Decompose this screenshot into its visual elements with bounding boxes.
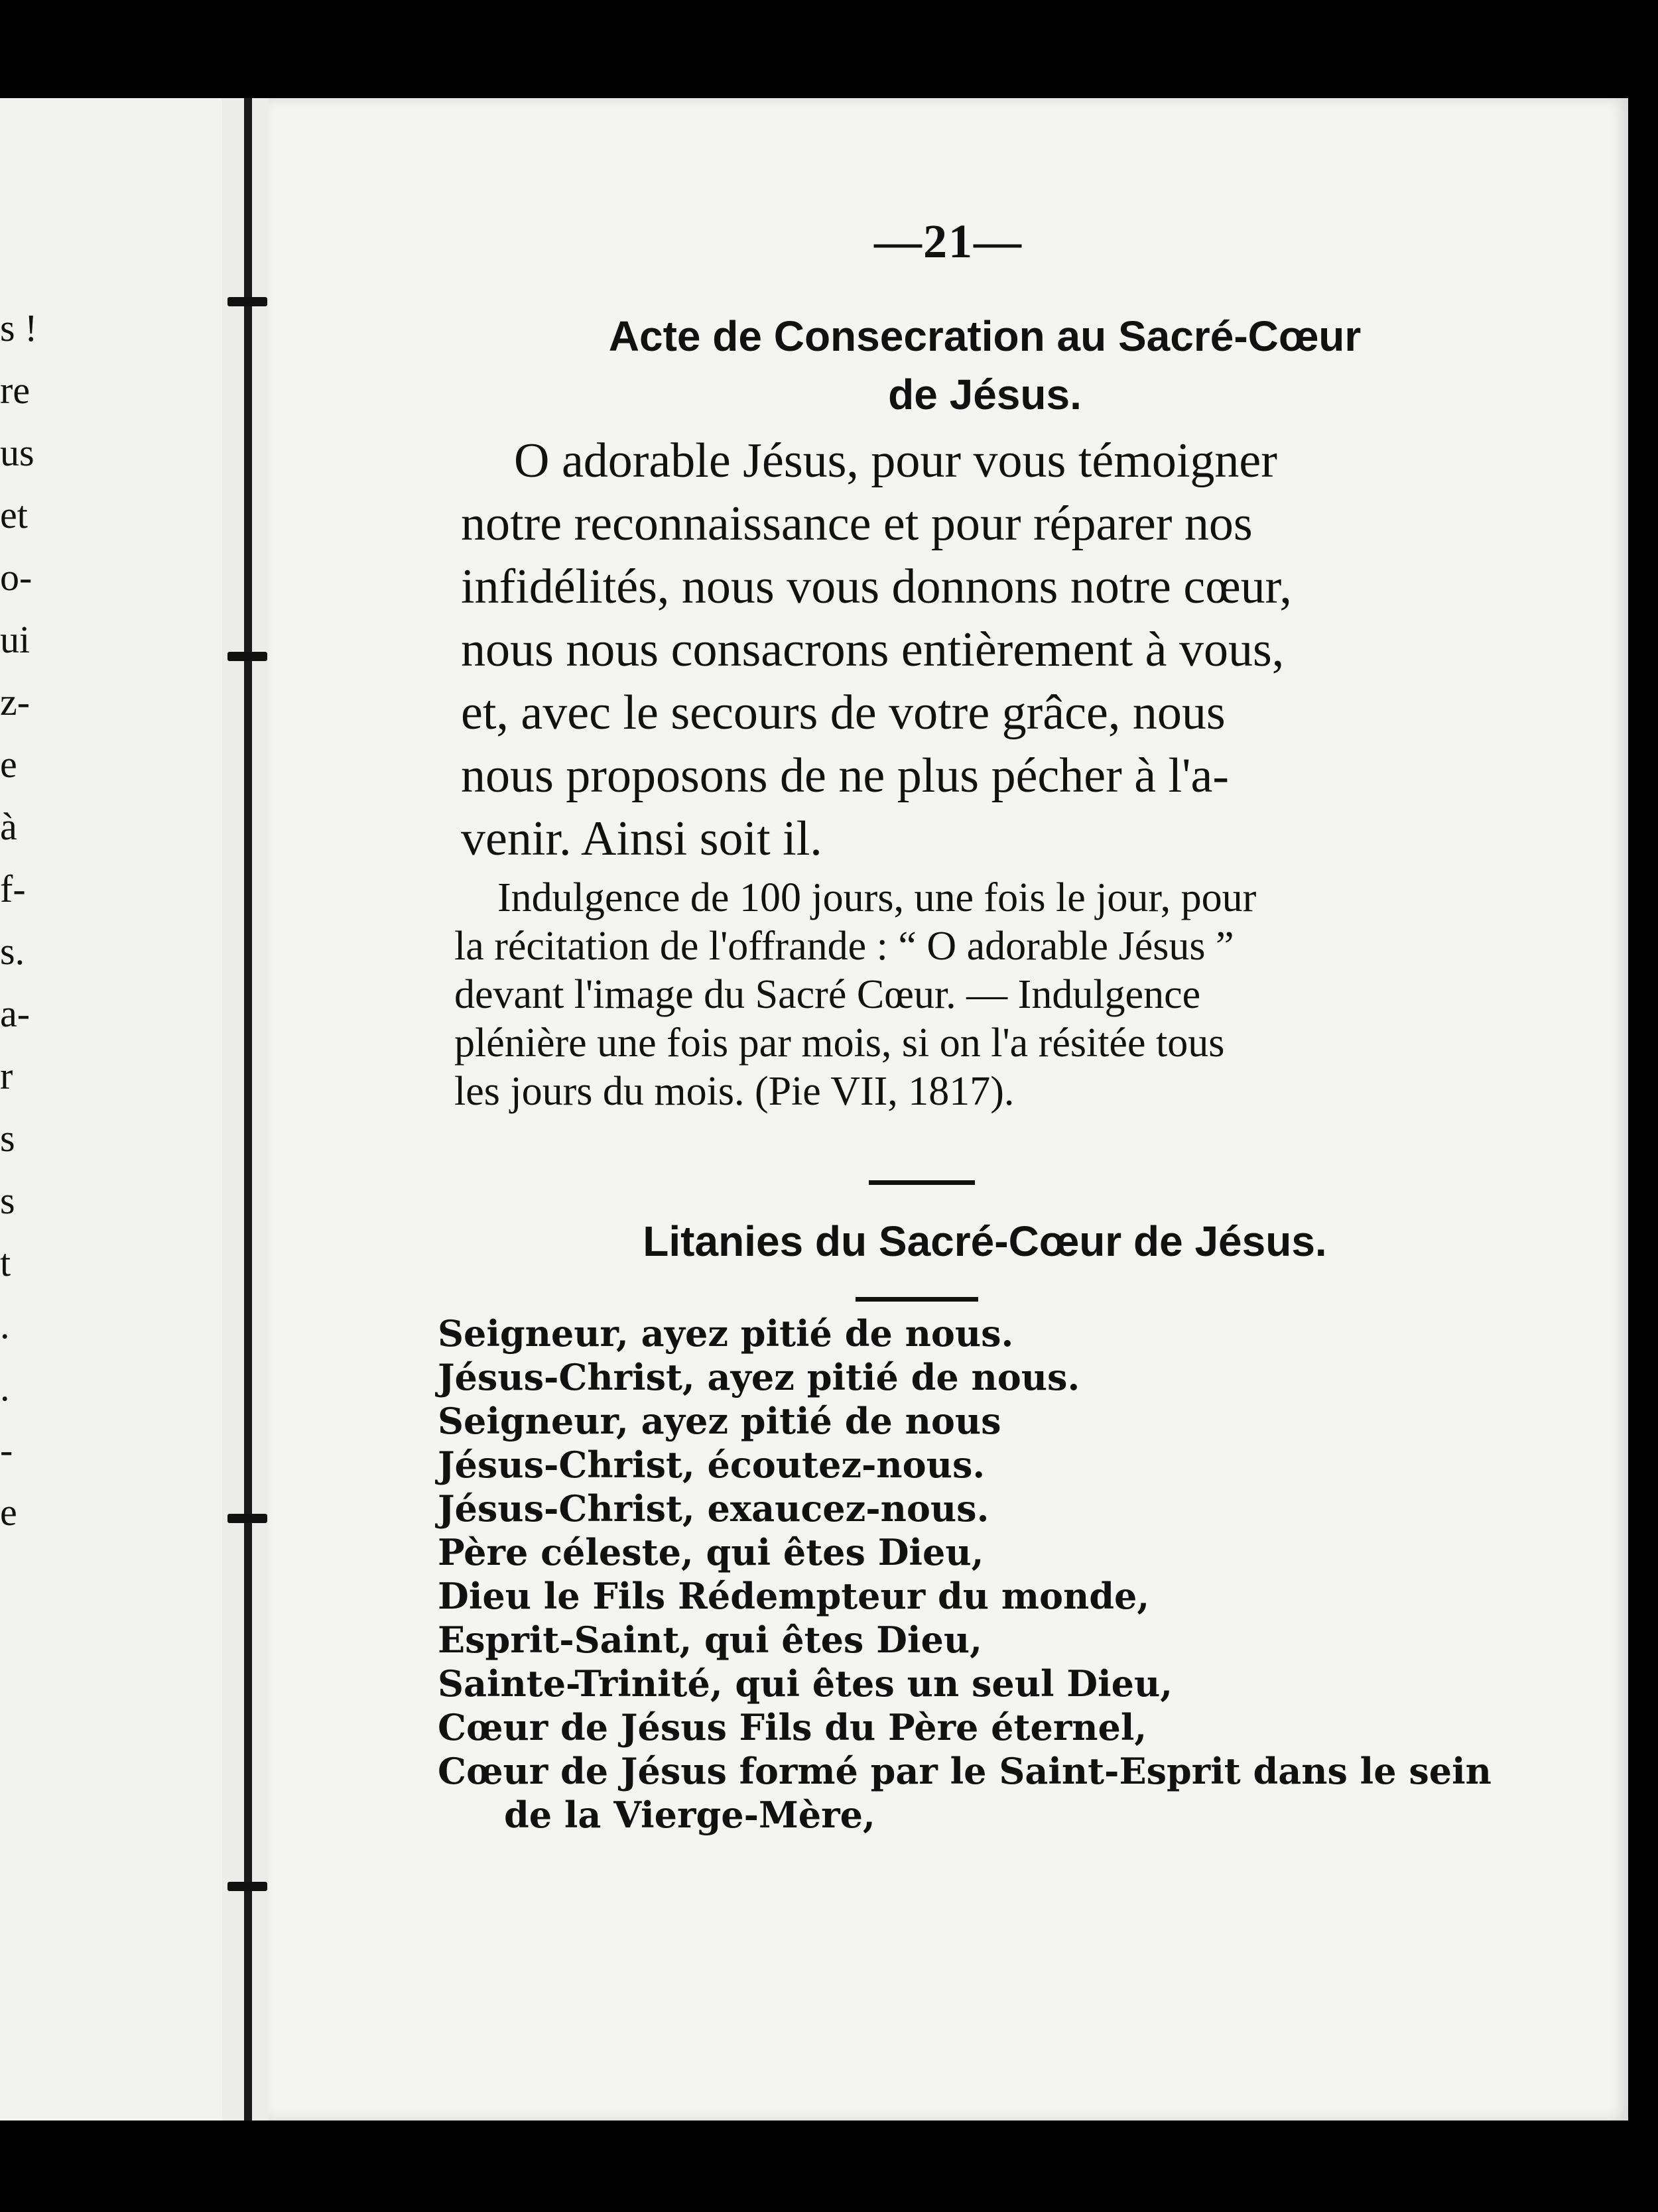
prayer-line: O adorable Jésus, pour vous témoigner <box>514 434 1277 488</box>
consecration-title-line: de Jésus. <box>888 371 1082 418</box>
left-edge-line: t <box>0 1241 11 1284</box>
litanies-title: Litanies du Sacré-Cœur de Jésus. <box>643 1217 1327 1265</box>
left-page-cropped-text <box>0 297 60 1544</box>
prayer-line: et, avec le secours de votre grâce, nous <box>461 686 1226 740</box>
left-edge-line: s <box>0 1179 15 1222</box>
left-edge-line: us <box>0 431 34 474</box>
left-page <box>0 98 222 2120</box>
litany-list <box>438 1312 1565 1837</box>
left-edge-line: r <box>0 1054 13 1097</box>
litany-line: Cœur de Jésus formé par le Saint-Esprit dans le sein <box>438 1750 1492 1792</box>
binding-stitch <box>227 1514 267 1523</box>
litany-line: Sainte-Trinité, qui êtes un seul Dieu, <box>438 1662 1173 1705</box>
consecration-prayer <box>461 430 1658 871</box>
indulgence-line: les jours du mois. (Pie VII, 1817). <box>454 1069 1015 1114</box>
prayer-line: infidélités, nous vous donnons notre cœur, <box>461 560 1292 614</box>
left-edge-line: e <box>0 1491 17 1534</box>
litany-line: Cœur de Jésus Fils du Père éternel, <box>438 1706 1147 1749</box>
indulgence-line: plénière une fois par mois, si on l'a résitée tous <box>454 1020 1225 1066</box>
binding-stitch <box>227 652 267 661</box>
litany-line: Jésus-Christ, ayez pitié de nous. <box>438 1356 1080 1398</box>
left-edge-line: à <box>0 805 17 848</box>
indulgence-line: devant l'image du Sacré Cœur. — Indulgence <box>454 972 1201 1017</box>
left-edge-line: s. <box>0 930 25 973</box>
left-edge-line: . <box>0 1366 10 1409</box>
prayer-line: notre reconnaissance et pour réparer nos <box>461 497 1253 551</box>
binding-stitch <box>227 1882 267 1891</box>
left-edge-line: a- <box>0 992 31 1035</box>
left-edge-line: re <box>0 369 31 412</box>
left-edge-line: - <box>0 1428 13 1471</box>
left-edge-line: z- <box>0 680 31 723</box>
section-divider <box>856 1297 978 1302</box>
left-edge-line: ui <box>0 618 31 661</box>
book-spine <box>222 98 269 2120</box>
section-divider <box>869 1180 975 1185</box>
litany-line: Esprit-Saint, qui êtes Dieu, <box>438 1619 982 1661</box>
left-edge-line: f- <box>0 867 26 910</box>
indulgence-line: Indulgence de 100 jours, une fois le jour, pour <box>497 875 1257 920</box>
litany-line: Jésus-Christ, écoutez-nous. <box>438 1444 986 1486</box>
left-edge-line: . <box>0 1304 10 1347</box>
binding-stitch <box>227 297 267 306</box>
prayer-line: nous nous consacrons entièrement à vous, <box>461 623 1285 677</box>
book-page <box>269 98 1628 2120</box>
consecration-title-line: Acte de Consecration au Sacré-Cœur <box>608 312 1362 360</box>
indulgence-line: la récitation de l'offrande : “ O adorable Jésus ” <box>454 924 1234 969</box>
litany-line: Dieu le Fils Rédempteur du monde, <box>438 1575 1150 1617</box>
litany-line: Père céleste, qui êtes Dieu, <box>438 1531 984 1573</box>
page-number: —21— <box>874 215 1023 268</box>
left-edge-line: o- <box>0 556 32 599</box>
prayer-line: nous proposons de ne plus pécher à l'a- <box>461 749 1229 803</box>
prayer-line: venir. Ainsi soit il. <box>461 812 822 866</box>
left-edge-line: s ! <box>0 306 38 349</box>
binding-thread <box>244 98 252 2120</box>
litany-line: de la Vierge-Mère, <box>504 1794 875 1836</box>
left-edge-line: et <box>0 493 28 536</box>
left-edge-line: s <box>0 1117 15 1160</box>
litany-line: Seigneur, ayez pitié de nous <box>438 1400 1001 1442</box>
left-edge-line: e <box>0 743 17 786</box>
litany-line: Seigneur, ayez pitié de nous. <box>438 1312 1014 1355</box>
indulgence-note <box>454 874 1658 1116</box>
consecration-title <box>521 307 1449 424</box>
litany-line: Jésus-Christ, exaucez-nous. <box>438 1487 989 1530</box>
